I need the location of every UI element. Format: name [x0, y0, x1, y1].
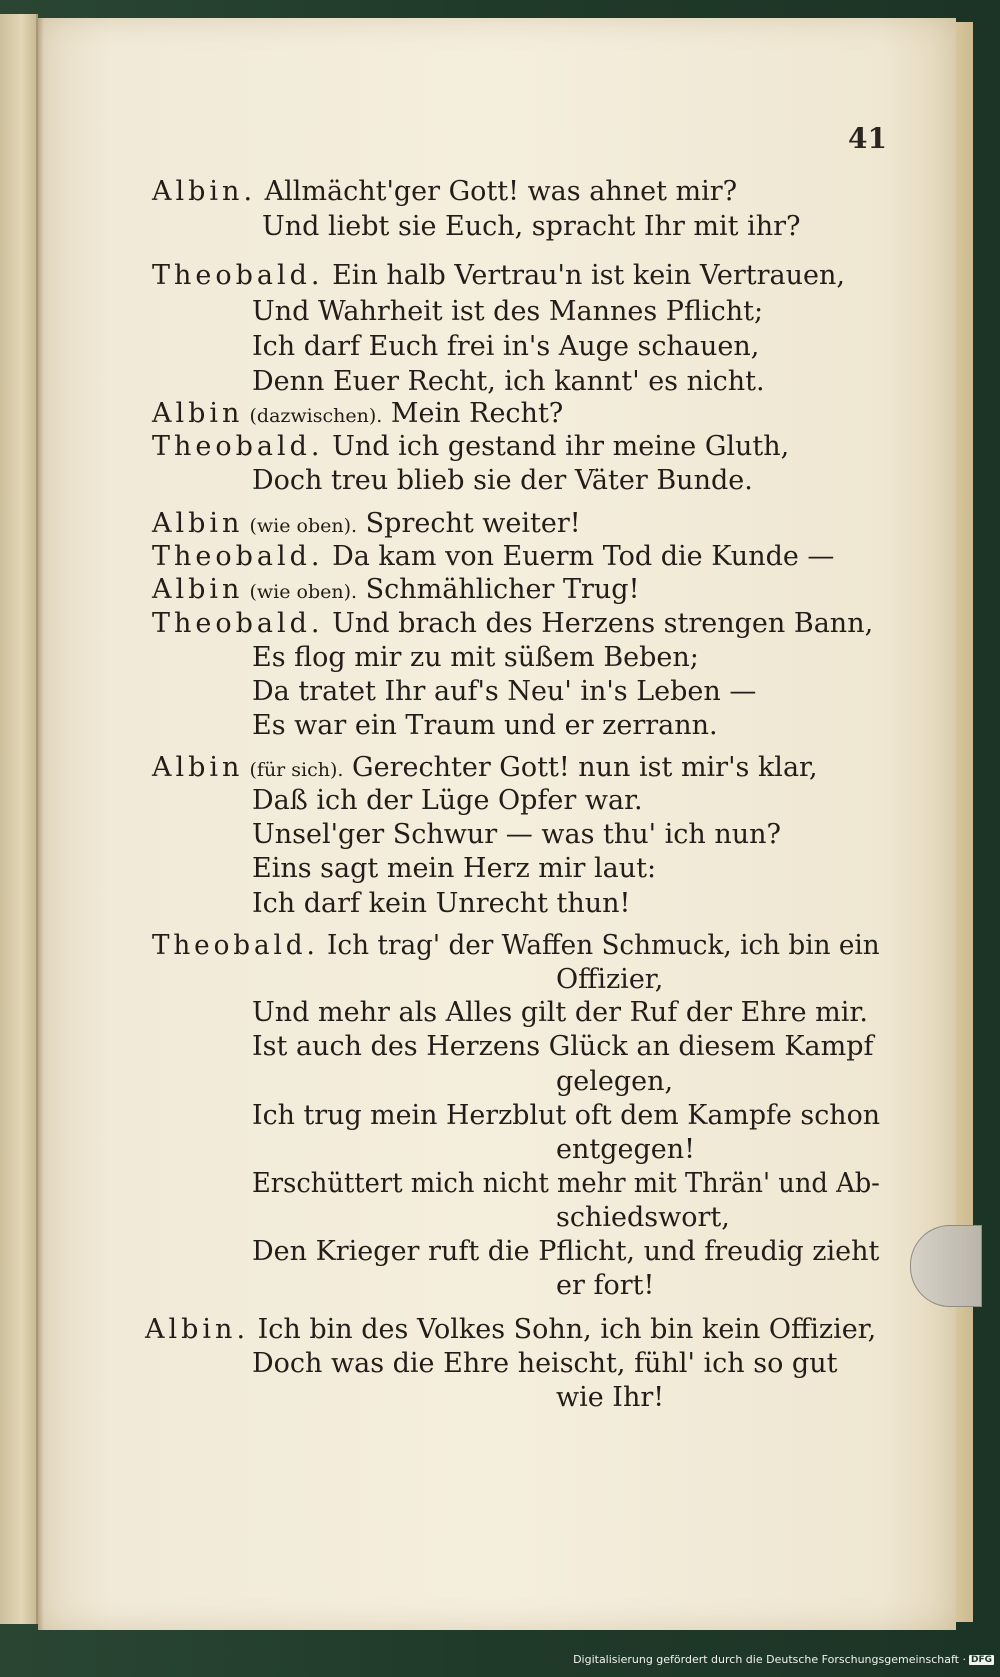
verse-line: [145, 1314, 876, 1346]
line-text: Doch was die Ehre heischt, fühl' ich so gut: [252, 1348, 838, 1379]
line-text: Es war ein Traum und er zerrann.: [252, 710, 718, 741]
speaker-name: Albin: [152, 398, 244, 429]
verse-line: [252, 296, 763, 328]
verse-line: [252, 853, 656, 885]
verse-line: [152, 260, 845, 292]
line-text: Daß ich der Lüge Opfer war.: [252, 785, 643, 816]
verse-line: [152, 752, 818, 786]
line-text: wie Ihr!: [556, 1382, 665, 1413]
digitization-credit: [573, 1653, 994, 1666]
verse-line: [252, 710, 718, 742]
verse-line: [152, 431, 789, 463]
verse-line: [252, 1348, 837, 1380]
line-text: Allmächt'ger Gott! was ahnet mir?: [256, 176, 738, 207]
verse-line: [252, 785, 643, 817]
verse-line: [556, 964, 663, 996]
verse-line: [152, 930, 880, 962]
verse-line: [152, 541, 834, 573]
verse-line: [252, 642, 699, 674]
line-text: Und brach des Herzens strengen Bann,: [323, 608, 874, 639]
verse-line: [152, 398, 563, 432]
verse-line: [152, 574, 639, 608]
speaker-name: Theobald.: [152, 260, 324, 291]
verse-line: [252, 888, 630, 920]
stage-direction: (wie oben).: [243, 515, 358, 537]
line-text: Den Krieger ruft die Pflicht, und freudig zieht: [252, 1236, 880, 1267]
verse-line: [252, 1031, 874, 1063]
line-text: Eins sagt mein Herz mir laut:: [252, 853, 657, 884]
verse-line: [556, 1066, 673, 1098]
line-text: Und Wahrheit ist des Mannes Pflicht;: [252, 296, 764, 327]
line-text: Sprecht weiter!: [357, 508, 581, 539]
line-text: Erschüttert mich nicht mehr mit Thrän' und Ab-: [252, 1168, 880, 1199]
line-text: Ich trag' der Waffen Schmuck, ich bin ein: [318, 930, 880, 961]
line-text: Und mehr als Alles gilt der Ruf der Ehre mir.: [252, 997, 868, 1028]
line-text: Ich darf Euch frei in's Auge schauen,: [252, 331, 760, 362]
line-text: Ein halb Vertrau'n ist kein Vertrauen,: [323, 260, 845, 291]
speaker-name: Albin: [152, 574, 244, 605]
speaker-name: Theobald.: [152, 431, 324, 462]
page-number: 41: [848, 122, 887, 155]
line-text: er fort!: [556, 1270, 655, 1301]
line-text: Da tratet Ihr auf's Neu' in's Leben —: [252, 676, 757, 707]
line-text: Mein Recht?: [382, 398, 564, 429]
speaker-name: Albin: [152, 508, 244, 539]
verse-line: [556, 1270, 654, 1302]
verse-line: [152, 176, 737, 208]
speaker-name: Theobald.: [152, 930, 319, 961]
line-text: Schmählicher Trug!: [357, 574, 640, 605]
speaker-name: Albin.: [152, 176, 257, 207]
speaker-name: Theobald.: [152, 541, 324, 572]
speaker-name: Theobald.: [152, 608, 324, 639]
line-text: Es flog mir zu mit süßem Beben;: [252, 642, 699, 673]
line-text: gelegen,: [556, 1066, 674, 1097]
dfg-logo: DFG: [970, 1654, 992, 1665]
verse-line: [556, 1202, 730, 1234]
line-text: Und liebt sie Euch, spracht Ihr mit ihr?: [262, 211, 801, 242]
line-text: Gerechter Gott! nun ist mir's klar,: [343, 752, 818, 783]
verse-line: [252, 1100, 880, 1132]
verse-line: [252, 366, 765, 398]
verse-line: [152, 508, 581, 542]
verse-line: [252, 1236, 879, 1268]
verse-line: [252, 331, 759, 363]
verse-line: [252, 1168, 880, 1200]
verse-line: [152, 608, 873, 640]
verse-line: [262, 211, 801, 243]
credit-text: Digitalisierung gefördert durch die Deutsche Forschungsgemeinschaft ·: [573, 1653, 966, 1666]
verse-line: [556, 1134, 695, 1166]
line-text: Doch treu blieb sie der Väter Bunde.: [252, 465, 753, 496]
line-text: Unsel'ger Schwur — was thu' ich nun?: [252, 819, 782, 850]
stage-direction: (wie oben).: [243, 581, 358, 603]
stage-direction: (für sich).: [243, 759, 344, 781]
speaker-name: Albin: [152, 752, 244, 783]
line-text: schiedswort,: [556, 1202, 730, 1233]
line-text: Ich darf kein Unrecht thun!: [252, 888, 631, 919]
line-text: Ich trug mein Herzblut oft dem Kampfe schon: [252, 1100, 881, 1131]
verse-line: [252, 676, 756, 708]
line-text: Da kam von Euerm Tod die Kunde —: [323, 541, 835, 572]
line-text: Offizier,: [556, 964, 664, 995]
line-text: Und ich gestand ihr meine Gluth,: [323, 431, 790, 462]
speaker-name: Albin.: [145, 1314, 250, 1345]
line-text: Ich bin des Volkes Sohn, ich bin kein Offizier,: [249, 1314, 877, 1345]
verse-line: [252, 997, 868, 1029]
line-text: Denn Euer Recht, ich kannt' es nicht.: [252, 366, 765, 397]
verse-line: [252, 465, 753, 497]
verse-line: [556, 1382, 664, 1414]
stage-direction: (dazwischen).: [243, 405, 383, 427]
verse-line: [252, 819, 781, 851]
line-text: entgegen!: [556, 1134, 695, 1165]
line-text: Ist auch des Herzens Glück an diesem Kampf: [252, 1031, 874, 1062]
